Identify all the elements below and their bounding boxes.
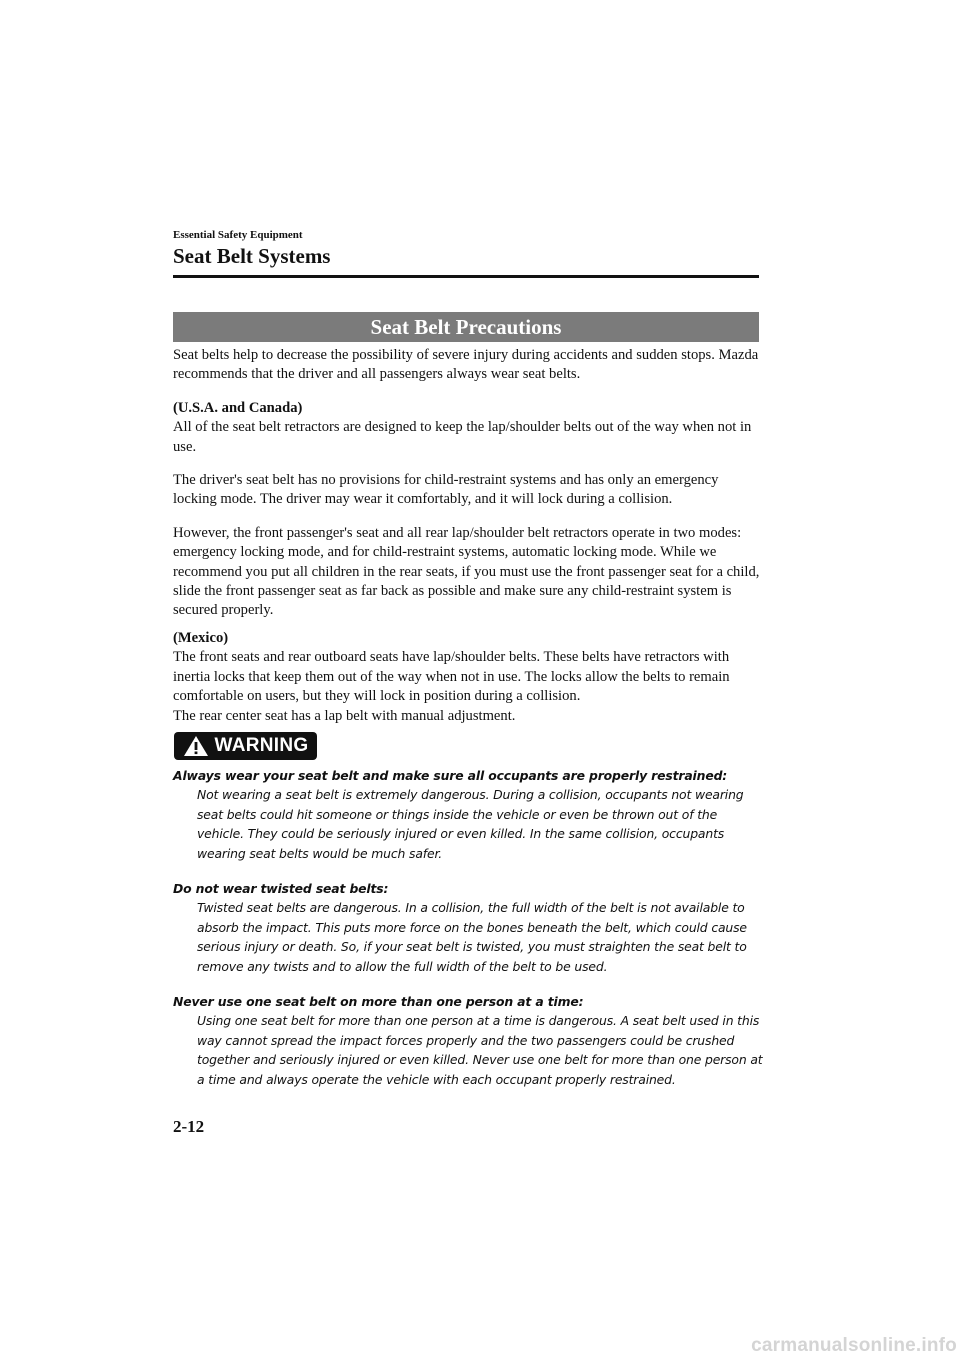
page-number: 2-12 bbox=[173, 1117, 205, 1136]
warning-list bbox=[173, 766, 763, 1105]
intro-paragraph: Seat belts help to decrease the possibility of severe injury during accidents and sudden stops. Mazda recommends that the driver and all passengers always wear seat belts. bbox=[173, 347, 759, 383]
topic-banner bbox=[173, 312, 759, 342]
body-text bbox=[173, 346, 763, 726]
running-head: Essential Safety Equipment bbox=[173, 229, 303, 241]
warning-badge bbox=[174, 732, 317, 760]
warning-item-text: Using one seat belt for more than one person at a time is dangerous. A seat belt used in this way cannot spread the impact forces properly and the two passengers could be crushed together and seriously injured or even killed. Never use one belt for more than one person at a time and always operate the vehicle with each occupant properly restrained. bbox=[197, 1013, 763, 1087]
warning-item-text: Not wearing a seat belt is extremely dangerous. During a collision, occupants not wearing seat belts could hit someone or things inside the vehicle or even be thrown out of the vehicle. They could be seriously injured or even killed. In the same collision, occupants wearing seat belts would be much safer. bbox=[197, 787, 744, 861]
usa-paragraph-3: However, the front passenger's seat and all rear lap/shoulder belt retractors operate in two modes: emergency locking mode, and for child-restraint systems, automatic locking mode. While we recommend you put all children in the rear seats, if you must use the front passenger seat for a child, slide the front passenger seat as far back as possible and make sure any child-restraint system is secured properly. bbox=[173, 524, 760, 619]
warning-triangle-icon bbox=[183, 735, 209, 757]
title-rule bbox=[173, 275, 759, 278]
warning-label: WARNING bbox=[214, 735, 309, 756]
warning-item-heading: Always wear your seat belt and make sure all occupants are properly restrained: bbox=[173, 768, 728, 783]
warning-item bbox=[173, 766, 763, 863]
section-title: Seat Belt Systems bbox=[173, 244, 331, 268]
warning-item bbox=[173, 879, 763, 976]
warning-item bbox=[173, 992, 763, 1089]
topic-banner-title: Seat Belt Precautions bbox=[370, 314, 562, 339]
warning-item-text: Twisted seat belts are dangerous. In a collision, the full width of the belt is not available to absorb the impact. This puts more force on the bones beneath the belt, which could cause serious injury or death. So, if your seat belt is twisted, you must straighten the seat belt to remove any twists and to allow the full width of the belt to be used. bbox=[197, 900, 747, 974]
warning-item-heading: Never use one seat belt on more than one person at a time: bbox=[173, 994, 584, 1010]
mexico-paragraph-2: The rear center seat has a lap belt with manual adjustment. bbox=[173, 707, 516, 724]
usa-paragraph-2: The driver's seat belt has no provisions for child-restraint systems and has only an emergency locking mode. The driver may wear it comfortably, and it will lock during a collision. bbox=[173, 472, 719, 508]
watermark: carmanualsonline.info bbox=[751, 1335, 957, 1356]
usa-canada-heading: (U.S.A. and Canada) bbox=[173, 399, 303, 416]
warning-item-heading: Do not wear twisted seat belts: bbox=[173, 881, 389, 897]
mexico-paragraph-1: The front seats and rear outboard seats have lap/shoulder belts. These belts have retractors with inertia locks that keep them out of the way when not in use. The locks allow the belts to remain comfortable on users, but they will lock in position during a collision. bbox=[173, 649, 730, 705]
usa-paragraph-1: All of the seat belt retractors are designed to keep the lap/shoulder belts out of the way when not in use. bbox=[173, 419, 752, 455]
mexico-heading: (Mexico) bbox=[173, 629, 229, 646]
